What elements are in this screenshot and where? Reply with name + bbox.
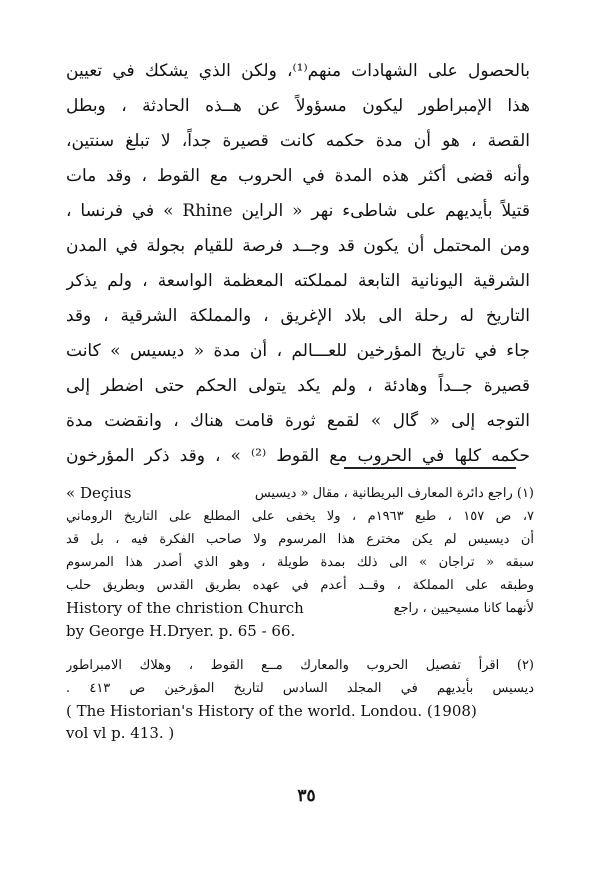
footnote-ar-text: (١) راجع دائرة المعارف البريطانية ، مقال « ديسيس xyxy=(254,486,534,501)
footnote-line: (٢) اقرأ تفصيل الحروب والمعارك مــع القوط ، وهلاك الامبراطور xyxy=(66,658,534,673)
footnote-line: وطبقه على المملكة ، وقــد أعدم في عهده بطريق القدس وبطريق حلب xyxy=(66,578,534,593)
footnote-en-line: vol vl p. 413. ) xyxy=(66,724,175,742)
footnote-en-line: ( The Historian's History of the world. Londou. (1908) xyxy=(66,702,477,720)
text-line: قتيلاً بأيديهم على شاطىء نهر « الراين Rhine » في فرنسا ، xyxy=(66,201,530,221)
text-line: حكمه كلها في الحروب مع القوط ⁽²⁾ » ، وقد ذكر المؤرخون xyxy=(66,446,530,466)
footnote-line: أن ديسيس لم يكن مخترع هذا المرسوم ولا صاحب الفكرة فيه ، بل قد xyxy=(66,532,534,547)
footnote-line: ديسيس بأيديهم في المجلد السادس لتاريخ المؤرخين ص ٤١٣ . xyxy=(66,681,534,696)
footnote-en-text: « Deçius xyxy=(66,484,132,502)
text-line: جاء في تاريخ المؤرخين للعـــالم ، أن مدة « ديسيس » كانت xyxy=(66,341,530,361)
footnote-1-reference xyxy=(66,597,534,620)
footnote-line: ٧، ص ١٥٧ ، طبع ١٩٦٣م ، ولا يخفى على المطلع على التاريخ الروماني xyxy=(66,509,534,524)
footnote-1-line-1 xyxy=(66,482,534,505)
text-line: قصيرة جــداً وهادئة ، ولم يكد يتولى الحكم حتى اضطر إلى xyxy=(66,376,530,396)
text-line: القصة ، هو أن مدة حكمه كانت قصيرة جداً، لا تبلغ سنتين، xyxy=(66,131,530,151)
text-line: ومن المحتمل أن يكون قد وجــد فرصة للقيام بجولة في المدن xyxy=(66,236,530,256)
footnote-en-text: History of the christion Church xyxy=(66,599,304,617)
text-line: هذا الإمبراطور ليكون مسؤولاً عن هــذه الحادثة ، وبطل xyxy=(66,96,530,116)
main-text xyxy=(66,54,530,474)
footnote-ar-text: لأنهما كانا مسيحيين ، راجع xyxy=(393,601,534,616)
footnote-divider xyxy=(344,467,516,469)
page-number: ٣٥ xyxy=(297,786,316,806)
footnotes xyxy=(66,482,534,744)
text-line: التوجه إلى « گال » لقمع ثورة قامت هناك ، وانقضت مدة xyxy=(66,411,530,431)
footnote-en-line: by George H.Dryer. p. 65 - 66. xyxy=(66,622,296,640)
text-line: الشرقية اليونانية التابعة لمملكته المعظمة الواسعة ، ولم يذكر xyxy=(66,271,530,291)
text-line: التاريخ له رحلة الى بلاد الإغريق ، والمملكة الشرقية ، وقد xyxy=(66,306,530,326)
footnote-gap xyxy=(66,642,534,654)
text-line: بالحصول على الشهادات منهم⁽¹⁾، ولكن الذي يشكك في تعيين xyxy=(66,61,530,81)
footnote-line: سبقه « تراجان » الى ذلك بمدة طويلة ، وهو الذي أصدر هذا المرسوم xyxy=(66,555,534,570)
text-line: وأنه قضى أكثر هذه المدة في الحروب مع القوط ، وقد مات xyxy=(66,166,530,186)
